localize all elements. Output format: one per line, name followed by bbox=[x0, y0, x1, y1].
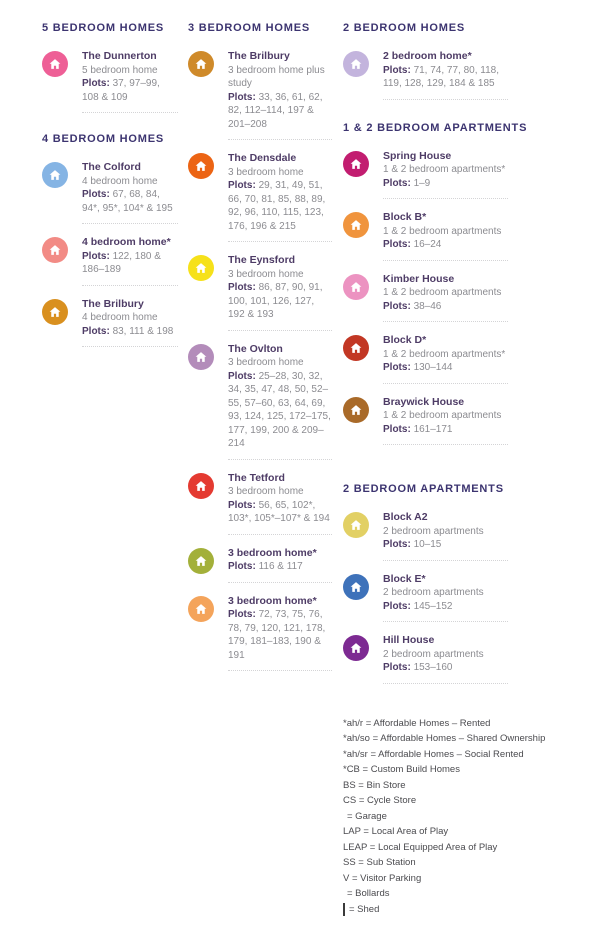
legend-entry bbox=[42, 50, 178, 104]
entry-plots bbox=[383, 661, 508, 675]
plots-label: Plots: bbox=[383, 600, 411, 612]
footnote-text: CS = Cycle Store bbox=[343, 795, 417, 806]
plots-label: Plots: bbox=[228, 499, 256, 511]
section-title: 2 BEDROOM HOMES bbox=[343, 22, 466, 34]
separator bbox=[383, 683, 508, 684]
entry-text bbox=[228, 547, 332, 574]
legend-entry-block bbox=[343, 334, 508, 384]
entry-name: The Eynsford bbox=[228, 254, 296, 266]
footnote-item bbox=[343, 886, 508, 902]
legend-entry-block bbox=[343, 511, 508, 561]
plots-values: 67, 68, 84, 94*, 95*, 104* & 195 bbox=[82, 189, 173, 214]
entry-description: 2 bedroom apartments bbox=[383, 648, 484, 660]
plots-values: 25–28, 30, 32, 34, 35, 47, 48, 50, 52–55, 57–60, 63, 64, 69, 93, 124, 125, 172–175, 177, 199, 200 & 209–214 bbox=[228, 370, 331, 449]
entry-plots bbox=[82, 77, 178, 104]
entry-plots bbox=[383, 538, 508, 552]
plots-values: 153–160 bbox=[413, 662, 453, 673]
entry-name: The Brilbury bbox=[82, 297, 144, 310]
entry-text bbox=[228, 50, 332, 131]
legend-entry-block bbox=[42, 161, 178, 224]
legend-entry-block bbox=[343, 150, 508, 200]
house-icon bbox=[188, 51, 214, 77]
plots-values: 83, 111 & 198 bbox=[112, 325, 174, 337]
section-title: 4 BEDROOM HOMES bbox=[42, 133, 165, 145]
entry-name: Braywick House bbox=[383, 395, 465, 408]
legend-entry-block bbox=[343, 396, 508, 446]
separator bbox=[228, 330, 332, 331]
plots-values: 1–9 bbox=[413, 177, 431, 189]
entry-text bbox=[228, 152, 332, 233]
plots-label: Plots: bbox=[383, 362, 411, 373]
footnote-text: V = Visitor Parking bbox=[343, 872, 422, 884]
legend-entry bbox=[188, 152, 332, 233]
entry-name: 3 bedroom home* bbox=[228, 594, 317, 607]
plots-label: Plots: bbox=[383, 662, 411, 673]
plots-label: Plots: bbox=[82, 189, 110, 200]
plots-values: 116 & 117 bbox=[258, 561, 303, 572]
entry-name: 4 bedroom home* bbox=[82, 236, 171, 248]
legend-entry-block bbox=[188, 254, 332, 331]
entry-description: 4 bedroom home bbox=[82, 312, 158, 323]
legend-entry bbox=[188, 343, 332, 451]
plots-label: Plots: bbox=[383, 64, 411, 76]
entry-text bbox=[383, 150, 508, 191]
entry-plots bbox=[383, 64, 508, 91]
legend-entry bbox=[188, 547, 332, 574]
legend-entry-block bbox=[42, 50, 178, 113]
legend-section bbox=[42, 133, 178, 347]
house-icon bbox=[343, 151, 369, 177]
entry-text bbox=[82, 161, 178, 215]
entry-name: The Dunnerton bbox=[82, 50, 157, 62]
legend-section bbox=[42, 22, 178, 113]
footnote-item bbox=[343, 824, 508, 840]
footnote-item bbox=[343, 793, 508, 809]
separator bbox=[228, 241, 332, 242]
entry-plots bbox=[383, 600, 508, 614]
separator bbox=[383, 99, 508, 100]
entry-name: Block B* bbox=[383, 211, 427, 223]
legend-entry bbox=[42, 236, 178, 277]
plots-label: Plots: bbox=[82, 325, 110, 337]
entry-description: 4 bedroom home bbox=[82, 175, 158, 187]
plots-values: 122, 180 & 186–189 bbox=[82, 250, 161, 275]
plots-label: Plots: bbox=[383, 423, 411, 435]
entry-name: 3 bedroom home* bbox=[228, 546, 317, 559]
footnote-text: BS = Bin Store bbox=[343, 779, 406, 791]
house-icon bbox=[42, 299, 68, 325]
plots-label: Plots: bbox=[383, 239, 411, 250]
house-icon bbox=[343, 335, 369, 361]
house-icon bbox=[188, 153, 214, 179]
plots-label: Plots: bbox=[228, 282, 256, 293]
legend-entry-block bbox=[188, 472, 332, 535]
entry-plots bbox=[383, 238, 508, 252]
entry-name: The Colford bbox=[82, 161, 141, 173]
legend-column-left bbox=[42, 22, 178, 353]
entry-description: 1 & 2 bedroom apartments bbox=[383, 410, 502, 421]
entry-name: Kimber House bbox=[383, 272, 455, 285]
entry-description: 1 & 2 bedroom apartments* bbox=[383, 164, 506, 175]
separator bbox=[383, 444, 508, 445]
footnote-text: LAP = Local Area of Play bbox=[343, 826, 449, 837]
footnote-text: *ah/sr = Affordable Homes – Social Rented bbox=[343, 748, 524, 760]
entry-description: 3 bedroom home plus study bbox=[228, 64, 325, 89]
plots-values: 33, 36, 61, 62, 82, 112–114, 197 & 201–208 bbox=[228, 91, 323, 130]
footnote-item bbox=[343, 855, 508, 871]
house-icon bbox=[343, 51, 369, 77]
legend-entry-block bbox=[188, 547, 332, 583]
plots-label: Plots: bbox=[228, 180, 256, 191]
legend-section bbox=[188, 22, 332, 671]
section-title: 3 BEDROOM HOMES bbox=[188, 22, 311, 34]
footnote-item bbox=[343, 762, 508, 778]
entry-text bbox=[383, 396, 508, 437]
entry-plots bbox=[228, 560, 332, 574]
house-icon bbox=[188, 255, 214, 281]
entry-plots bbox=[228, 499, 332, 526]
legend-entry bbox=[42, 161, 178, 215]
entry-description: 2 bedroom apartments bbox=[383, 525, 484, 537]
entry-text bbox=[383, 334, 508, 375]
legend-entry bbox=[188, 50, 332, 131]
house-icon bbox=[188, 344, 214, 370]
separator bbox=[383, 383, 508, 384]
footnote-item bbox=[343, 871, 508, 887]
entry-plots bbox=[228, 608, 332, 662]
plots-label: Plots: bbox=[228, 609, 256, 620]
legend-entry-block bbox=[188, 50, 332, 140]
entry-name: The Densdale bbox=[228, 152, 297, 164]
legend-entry-block bbox=[188, 595, 332, 672]
entry-text bbox=[82, 50, 178, 104]
separator bbox=[228, 459, 332, 460]
plots-label: Plots: bbox=[82, 250, 110, 262]
entry-plots bbox=[82, 250, 178, 277]
plots-label: Plots: bbox=[228, 91, 256, 103]
section-title: 5 BEDROOM HOMES bbox=[42, 22, 165, 34]
entry-description: 1 & 2 bedroom apartments* bbox=[383, 348, 506, 360]
footnote-text: *CB = Custom Build Homes bbox=[343, 764, 460, 775]
plots-values: 72, 73, 75, 76, 78, 79, 120, 121, 178, 179, 181–183, 190 & 191 bbox=[228, 609, 326, 661]
legend-entry-block bbox=[188, 152, 332, 242]
entry-text bbox=[383, 211, 508, 252]
entry-plots bbox=[228, 281, 332, 322]
legend-entry bbox=[42, 298, 178, 339]
separator bbox=[82, 112, 178, 113]
plots-values: 38–46 bbox=[413, 300, 442, 312]
shed-icon bbox=[343, 902, 345, 918]
entry-text bbox=[228, 472, 332, 526]
footnote-item bbox=[343, 716, 508, 732]
plots-values: 56, 65, 102*, 103*, 105*–107* & 194 bbox=[228, 499, 330, 524]
entry-plots bbox=[228, 179, 332, 233]
entry-name: Block A2 bbox=[383, 511, 428, 523]
legend-section bbox=[343, 483, 508, 684]
legend-entry bbox=[343, 50, 508, 91]
entry-text bbox=[383, 273, 508, 314]
entry-text bbox=[383, 573, 508, 614]
legend-entry bbox=[188, 595, 332, 663]
separator bbox=[383, 621, 508, 622]
plots-label: Plots: bbox=[82, 78, 110, 89]
footnote-item bbox=[343, 840, 508, 856]
plots-values: 10–15 bbox=[413, 539, 442, 550]
entry-name: Block D* bbox=[383, 334, 427, 346]
entry-description: 2 bedroom apartments bbox=[383, 587, 484, 598]
entry-plots bbox=[82, 188, 178, 215]
plots-values: 86, 87, 90, 91, 100, 101, 126, 127, 192 & 193 bbox=[228, 282, 323, 320]
separator bbox=[383, 260, 508, 261]
plots-label: Plots: bbox=[383, 300, 411, 312]
house-icon bbox=[343, 397, 369, 423]
house-icon bbox=[343, 274, 369, 300]
plots-values: 16–24 bbox=[413, 239, 442, 250]
entry-description: 1 & 2 bedroom apartments bbox=[383, 225, 502, 237]
legend-section bbox=[343, 121, 528, 446]
entry-description: 1 & 2 bedroom apartments bbox=[383, 287, 502, 298]
plots-values: 145–152 bbox=[413, 600, 453, 612]
entry-text bbox=[383, 511, 508, 552]
entry-text bbox=[383, 50, 508, 91]
entry-name: The Brilbury bbox=[228, 50, 290, 62]
footnotes bbox=[343, 716, 546, 918]
legend-section bbox=[343, 22, 508, 100]
house-icon bbox=[343, 512, 369, 538]
legend-entry bbox=[343, 573, 508, 614]
entry-name: 2 bedroom home* bbox=[383, 50, 472, 62]
legend-column-middle bbox=[188, 22, 332, 677]
entry-description: 3 bedroom home bbox=[228, 166, 304, 178]
footnote-item bbox=[343, 902, 508, 918]
legend-entry-block bbox=[343, 50, 508, 100]
entry-text bbox=[82, 298, 178, 339]
legend-entry-block bbox=[343, 273, 508, 323]
plots-values: 29, 31, 49, 51, 66, 70, 81, 85, 88, 89, 92, 96, 110, 115, 123, 176, 196 & 215 bbox=[228, 180, 326, 232]
entry-plots bbox=[383, 423, 508, 437]
legend-entry-block bbox=[343, 634, 508, 684]
footnote-text: *ah/r = Affordable Homes – Rented bbox=[343, 717, 491, 729]
house-icon bbox=[343, 212, 369, 238]
plots-values: 71, 74, 77, 80, 118, 119, 128, 129, 184 & 185 bbox=[383, 64, 500, 89]
plots-label: Plots: bbox=[228, 561, 256, 572]
footnote-text: *ah/so = Affordable Homes – Shared Ownership bbox=[343, 733, 546, 744]
footnote-item bbox=[343, 809, 508, 825]
entry-text bbox=[228, 595, 332, 663]
footnote-text: = Shed bbox=[349, 903, 380, 915]
footnote-item bbox=[343, 778, 508, 794]
entry-name: Spring House bbox=[383, 149, 452, 162]
shed-icon-shape bbox=[343, 903, 345, 916]
entry-text bbox=[228, 343, 332, 451]
separator bbox=[228, 670, 332, 671]
house-icon bbox=[42, 162, 68, 188]
plots-label: Plots: bbox=[228, 370, 256, 382]
separator bbox=[383, 560, 508, 561]
footnote-item bbox=[343, 731, 546, 747]
house-icon bbox=[188, 596, 214, 622]
entry-plots bbox=[383, 300, 508, 314]
legend-entry-block bbox=[343, 573, 508, 623]
legend-entry bbox=[343, 211, 508, 252]
house-icon bbox=[42, 237, 68, 263]
footnote-text: SS = Sub Station bbox=[343, 857, 416, 868]
entry-name: The Tetford bbox=[228, 471, 285, 484]
separator bbox=[383, 198, 508, 199]
entry-description: 5 bedroom home bbox=[82, 64, 158, 76]
entry-name: Hill House bbox=[383, 634, 435, 646]
entry-name: Block E* bbox=[383, 572, 426, 585]
separator bbox=[82, 346, 178, 347]
house-icon bbox=[42, 51, 68, 77]
entry-plots bbox=[228, 370, 332, 451]
separator bbox=[82, 223, 178, 224]
entry-plots bbox=[82, 325, 178, 339]
footnote-text: = Garage bbox=[347, 810, 387, 822]
legend-entry bbox=[343, 511, 508, 552]
separator bbox=[228, 582, 332, 583]
house-icon bbox=[343, 574, 369, 600]
house-icon bbox=[188, 548, 214, 574]
entry-description: 3 bedroom home bbox=[228, 357, 304, 368]
legend-entry bbox=[343, 396, 508, 437]
entry-plots bbox=[228, 91, 332, 132]
plots-values: 161–171 bbox=[413, 423, 453, 435]
entry-description: 3 bedroom home bbox=[228, 486, 304, 497]
section-title: 2 BEDROOM APARTMENTS bbox=[343, 483, 504, 495]
legend-entry bbox=[188, 472, 332, 526]
entry-plots bbox=[383, 361, 508, 375]
separator bbox=[228, 534, 332, 535]
entry-description: 3 bedroom home bbox=[228, 268, 304, 280]
legend-entry bbox=[343, 334, 508, 375]
entry-text bbox=[228, 254, 332, 322]
legend-entry-block bbox=[42, 298, 178, 348]
legend-entry-block bbox=[42, 236, 178, 286]
footnote-text: = Bollards bbox=[347, 888, 390, 899]
legend-entry-block bbox=[188, 343, 332, 460]
entry-plots bbox=[383, 177, 508, 191]
legend-entry bbox=[188, 254, 332, 322]
legend-entry bbox=[343, 634, 508, 675]
footnote-text: LEAP = Local Equipped Area of Play bbox=[343, 841, 498, 853]
entry-name: The Ovlton bbox=[228, 342, 283, 355]
legend-entry-block bbox=[343, 211, 508, 261]
footnote-item bbox=[343, 747, 524, 763]
plots-label: Plots: bbox=[383, 539, 411, 550]
section-title: 1 & 2 BEDROOM APARTMENTS bbox=[343, 121, 528, 134]
house-icon bbox=[343, 635, 369, 661]
plots-values: 130–144 bbox=[413, 362, 453, 373]
plots-label: Plots: bbox=[383, 177, 411, 189]
separator bbox=[228, 139, 332, 140]
separator bbox=[82, 285, 178, 286]
plots-values: 37, 97–99, 108 & 109 bbox=[82, 78, 160, 103]
separator bbox=[383, 321, 508, 322]
entry-text bbox=[383, 634, 508, 675]
entry-text bbox=[82, 236, 178, 277]
house-icon bbox=[188, 473, 214, 499]
legend-entry bbox=[343, 273, 508, 314]
legend-column-right bbox=[343, 22, 546, 933]
legend-entry bbox=[343, 150, 508, 191]
